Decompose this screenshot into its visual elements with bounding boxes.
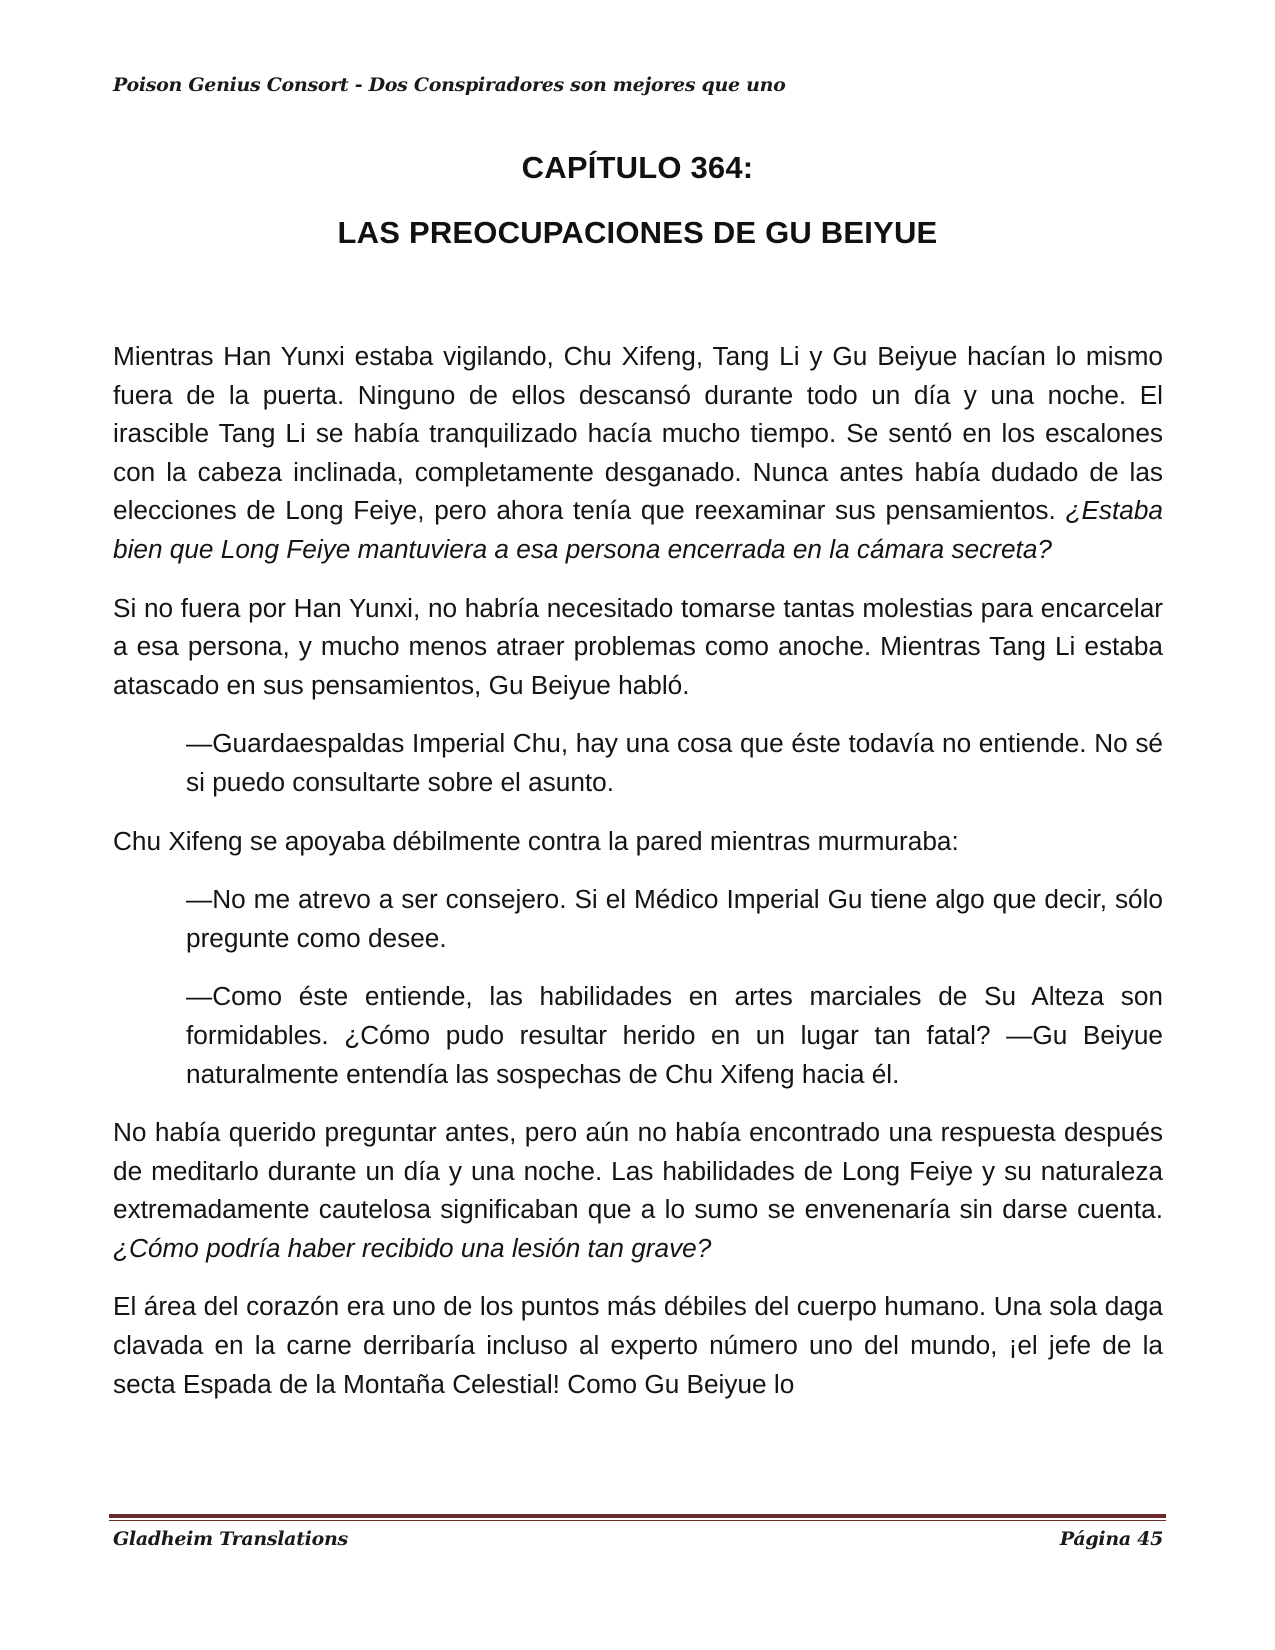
paragraph: El área del corazón era uno de los puntos más débiles del cuerpo humano. Una sola daga clavada en la carne derribaría incluso al experto número uno del mundo, ¡el jefe de la secta Espada de la Montaña Celestial! Como Gu Beiyue lo bbox=[113, 1291, 1163, 1399]
page-number: Página 45 bbox=[1059, 1528, 1163, 1550]
italic-thought: ¿Estaba bien que Long Feiye mantuviera a esa persona encerrada en la cámara secreta? bbox=[113, 495, 1163, 564]
paragraph: Mientras Han Yunxi estaba vigilando, Chu Xifeng, Tang Li y Gu Beiyue hacían lo mismo fuera de la puerta. Ninguno de ellos descansó durante todo un día y una noche. El irascible Tang Li se había tranquilizado hacía mucho tiempo. Se sentó en los escalones con la cabeza inclinada, completamente desganado. Nunca antes había dudado de las elecciones de Long Feiye, pero ahora tenía que reexaminar sus pensamientos. ¿Estaba bien que Long Feiye mantuviera a esa persona encerrada en la cámara secreta? bbox=[113, 341, 1163, 564]
paragraph: No había querido preguntar antes, pero aún no había encontrado una respuesta después de meditarlo durante un día y una noche. Las habilidades de Long Feiye y su naturaleza extremadamente cautelosa significaban que a lo sumo se envenenaría sin darse cuenta. ¿Cómo podría haber recibido una lesión tan grave? bbox=[113, 1117, 1163, 1263]
dialogue-paragraph: —No me atrevo a ser consejero. Si el Médico Imperial Gu tiene algo que decir, sólo pregunte como desee. bbox=[186, 884, 1163, 953]
running-header: Poison Genius Consort - Dos Conspiradores son mejores que uno bbox=[113, 74, 786, 96]
paragraph: Chu Xifeng se apoyaba débilmente contra la pared mientras murmuraba: bbox=[113, 825, 959, 856]
dialogue-paragraph: —Guardaespaldas Imperial Chu, hay una cosa que éste todavía no entiende. No sé si puedo consultarte sobre el asunto. bbox=[186, 728, 1163, 797]
chapter-number: CAPÍTULO 364: bbox=[521, 150, 754, 185]
italic-thought: ¿Cómo podría haber recibido una lesión tan grave? bbox=[113, 1232, 712, 1263]
dialogue-paragraph: —Como éste entiende, las habilidades en artes marciales de Su Alteza son formidables. ¿Cómo pudo resultar herido en un lugar tan fatal? —Gu Beiyue naturalmente entendía las sospechas de Chu Xifeng hacia él. bbox=[186, 981, 1163, 1089]
footer-divider-thin bbox=[109, 1520, 1166, 1521]
chapter-body bbox=[113, 337, 1163, 1423]
footer-divider bbox=[109, 1514, 1166, 1518]
footer-publisher: Gladheim Translations bbox=[113, 1528, 348, 1550]
paragraph: Si no fuera por Han Yunxi, no habría necesitado tomarse tantas molestias para encarcelar a esa persona, y mucho menos atraer problemas como anoche. Mientras Tang Li estaba atascado en sus pensamientos, Gu Beiyue habló. bbox=[113, 592, 1163, 700]
chapter-title: LAS PREOCUPACIONES DE GU BEIYUE bbox=[337, 215, 938, 250]
